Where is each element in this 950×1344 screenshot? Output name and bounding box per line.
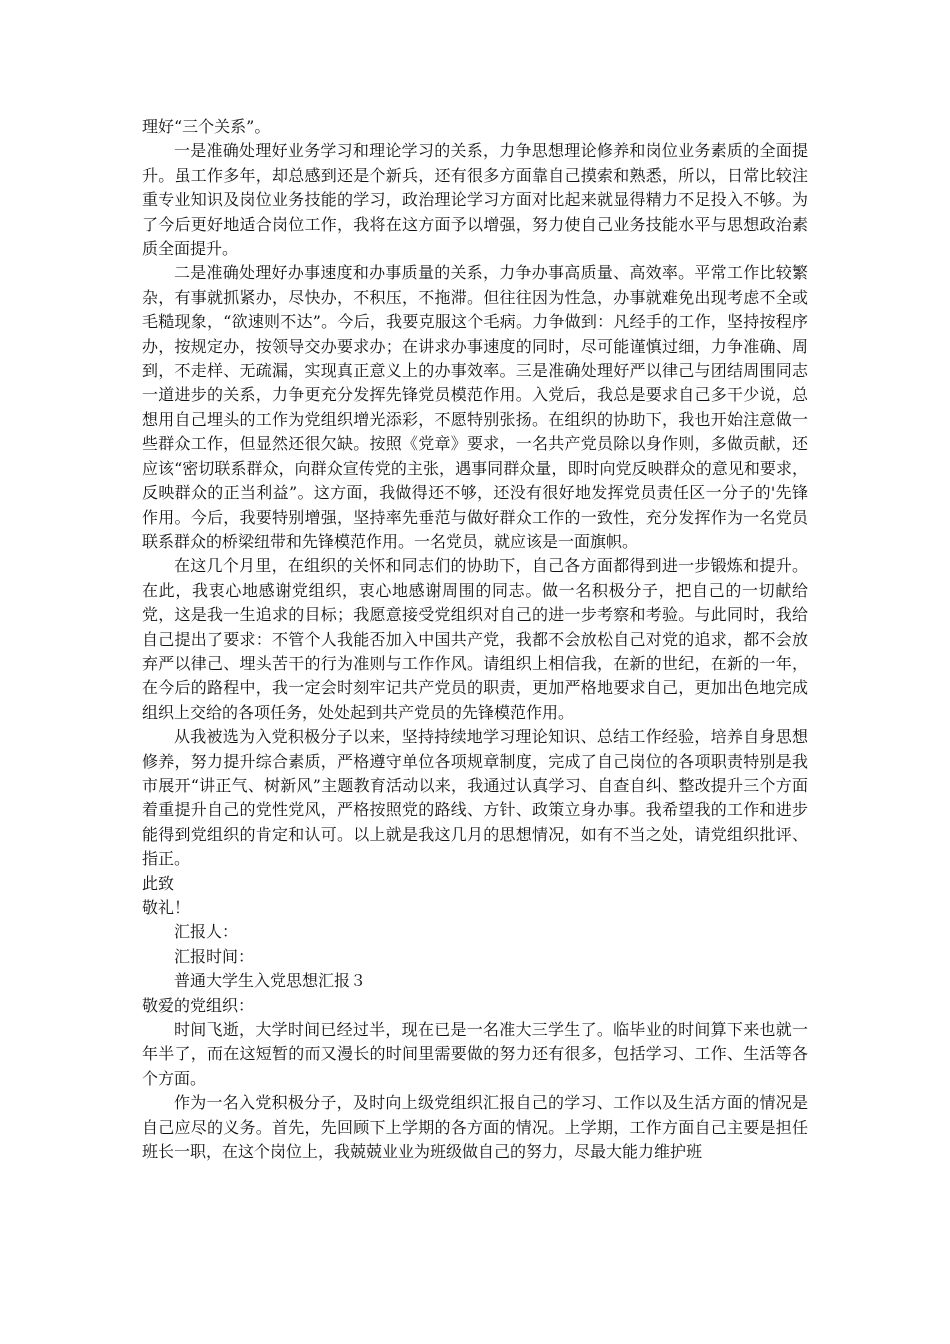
section-title: 普通大学生入党思想汇报３ — [174, 971, 367, 991]
paragraph-7: 作为一名入党积极分子，及时向上级党组织汇报自己的学习、工作以及生活方面的情况是自己应尽的义务。首先，先回顾下上学期的各方面的情况。上学期，工作方面自己主要是担任班长一职，在这个岗位上，我兢兢业业为班级做自己的努力，尽最大能力维护班 — [142, 1093, 808, 1162]
reporter-line: 汇报人： — [174, 922, 239, 942]
closing-line-2: 敬礼！ — [142, 898, 191, 917]
paragraph-4: 在这几个月里，在组织的关怀和同志们的协助下，自己各方面都得到进一步锻炼和提升。在此，我衷心地感谢党组织，衷心地感谢周围的同志。做一名积极分子，把自己的一切献给党，这是我一生追求的目标；我愿意接受党组织对自己的进一步考察和考验。与此同时，我给自己提出了要求：不管个人我能否加入中国共产党，我都不会放松自己对党的追求，都不会放弃严以律己、埋头苦干的行为准则与工作作风。请组织上相信我，在新的世纪，在新的一年，在今后的路程中，我一定会时刻牢记共产党员的职责，更加严格地要求自己，更加出色地完成组织上交给的各项任务，处处起到共产党员的先锋模范作用。 — [142, 556, 808, 722]
paragraph-6: 时间飞逝，大学时间已经过半，现在已是一名准大三学生了。临毕业的时间算下来也就一年半了，而在这短暂的而又漫长的时间里需要做的努力还有很多，包括学习、工作、生活等各个方面。 — [142, 1020, 808, 1088]
paragraph-5: 从我被选为入党积极分子以来，坚持持续地学习理论知识、总结工作经验，培养自身思想修养，努力提升综合素质，严格遵守单位各项规章制度，完成了自己岗位的各项职责特别是我市展开“讲正气、树新风”主题教育活动以来，我通过认真学习、自查自纠、整改提升三个方面着重提升自己的党性党风，严格按照党的路线、方针、政策立身办事。我希望我的工作和进步能得到党组织的肯定和认可。以上就是我这几月的思想情况，如有不当之处，请党组织批评、指正。 — [142, 727, 808, 869]
paragraph-3: 二是准确处理好办事速度和办事质量的关系，力争办事高质量、高效率。平常工作比较繁杂，有事就抓紧办，尽快办，不积压，不拖滞。但往往因为性急，办事就难免出现考虑不全或毛糙现象，“欲速则不达”。今后，我要克服这个毛病。力争做到：凡经手的工作，坚持按程序办，按规定办，按领导交办要求办；在讲求办事速度的同时，尽可能谨慎过细，力争准确、周到，不走样、无疏漏，实现真正意义上的办事效率。三是准确处理好严以律己与团结周围同志一道进步的关系，力争更充分发挥先锋党员模范作用。入党后，我总是要求自己多干少说，总想用自己埋头的工作为党组织增光添彩，不愿特别张扬。在组织的协助下，我也开始注意做一些群众工作，但显然还很欠缺。按照《党章》要求，一名共产党员除以身作则，多做贡献，还应该“密切联系群众，向群众宣传党的主张，遇事同群众量，即时向党反映群众的意见和要求，反映群众的正当利益”。这方面，我做得还不够，还没有很好地发挥党员责任区一分子的'先锋作用。今后，我要特别增强，坚持率先垂范与做好群众工作的一致性，充分发挥作为一名党员联系群众的桥梁纽带和先锋模范作用。一名党员，就应该是一面旗帜。 — [142, 263, 808, 551]
closing-line-1: 此致 — [142, 873, 175, 893]
paragraph-2: 一是准确处理好业务学习和理论学习的关系，力争思想理论修养和岗位业务素质的全面提升。虽工作多年，却总感到还是个新兵，还有很多方面靠自己摸索和熟悉，所以，日常比较注重专业知识及岗位业务技能的学习，政治理论学习方面对比起来就显得精力不足投入不够。为了今后更好地适合岗位工作，我将在这方面予以增强，努力使自己业务技能水平与思想政治素质全面提升。 — [142, 141, 808, 259]
salutation: 敬爱的党组织： — [142, 995, 255, 1015]
paragraph-1: 理好“三个关系”。 — [142, 117, 271, 136]
report-time-line: 汇报时间： — [174, 946, 255, 966]
